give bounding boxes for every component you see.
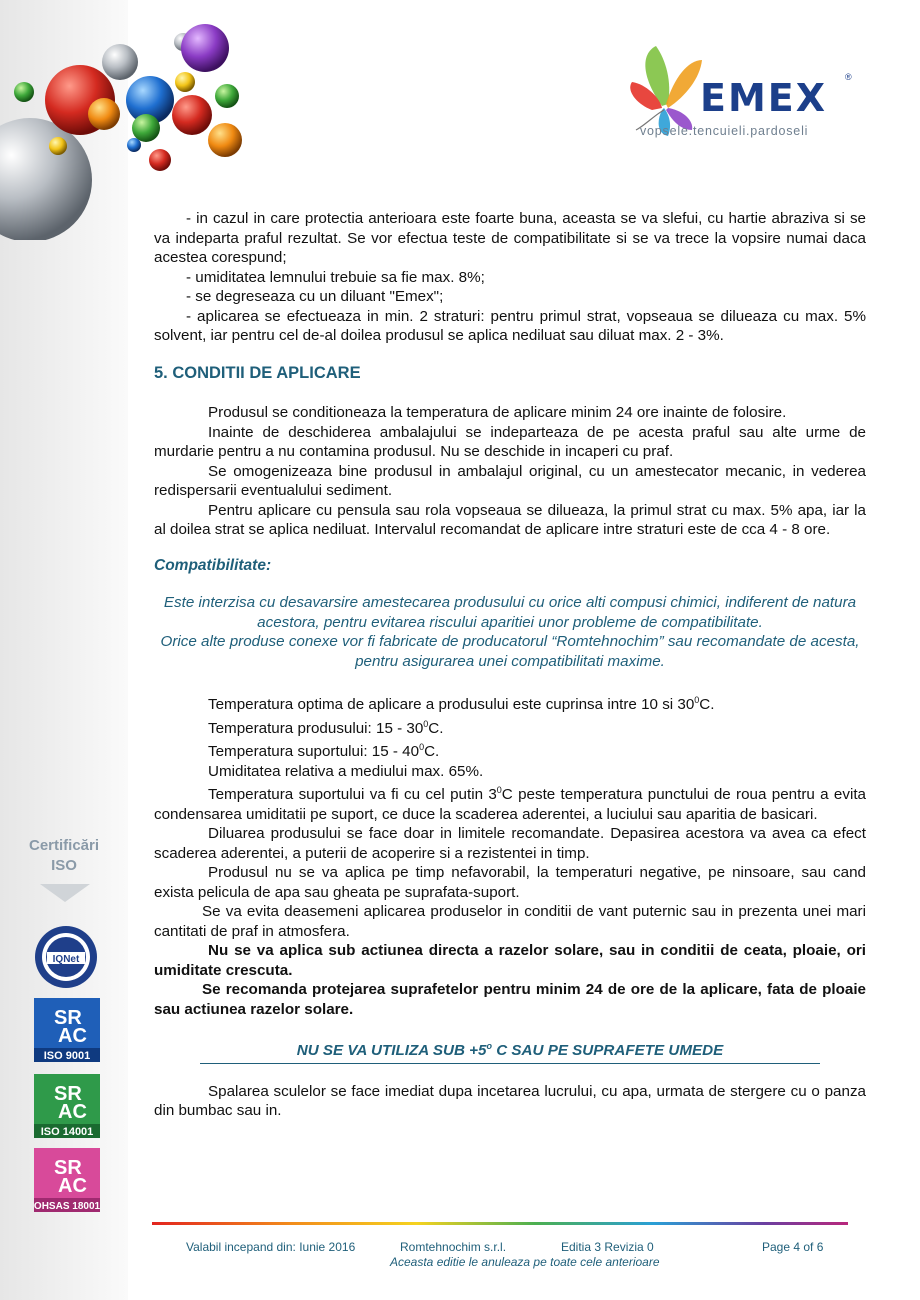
wind-paragraph: Se va evita deasemeni aplicarea produselor in conditii de vant puternic sau in prezenta unei mari cantitati de praf in atmosfera.: [154, 903, 866, 940]
humidity-paragraph: Umiditatea relativa a mediului max. 65%.: [208, 762, 484, 780]
warning-text-b: C SAU PE SUPRAFETE UMEDE: [492, 1042, 724, 1060]
application-paragraph: Produsul se conditioneaza la temperatura de aplicare minim 24 ore inainte de folosire.: [208, 404, 787, 421]
prep-item-2: - umiditatea lemnului trebuie sa fie max. 8%;: [186, 268, 485, 286]
temperature-product: [154, 715, 866, 739]
svg-text:SR: SR: [54, 1157, 82, 1179]
chevron-down-icon: [40, 884, 90, 902]
warning-text-a: NU SE VA UTILIZA SUB +5: [296, 1042, 487, 1060]
temp-optimal-text: Temperatura optima de aplicare a produsului este cuprinsa intre 10 si 30: [208, 696, 695, 714]
srac-ohsas-18001-badge: [34, 1148, 100, 1212]
svg-text:AC: AC: [58, 1175, 87, 1197]
certifications-title: [14, 836, 114, 876]
dew-point-paragraph: [154, 781, 866, 824]
srac-iso-14001-badge: [34, 1074, 100, 1138]
iqnet-badge-label: IQNet: [52, 954, 80, 965]
degree-sup: 0: [423, 718, 429, 729]
compatibility-note-line: Orice alte produse conexe vor fi fabricate de producatorul “Romtehnochim” sau recomandate de acesta, pentru asigurarea unei compatibilitati maxime.: [160, 633, 860, 670]
section-title-application-conditions: 5. CONDITII DE APLICARE: [154, 363, 361, 382]
warning-degree-sup: o: [486, 1041, 492, 1052]
brand-name: EMEX: [700, 76, 828, 120]
prep-item-3: - se degreseaza cu un diluant "Emex";: [186, 288, 444, 305]
registered-mark: ®: [845, 72, 852, 82]
svg-text:AC: AC: [58, 1101, 87, 1123]
degree-sup: 0: [419, 742, 425, 753]
compatibility-note-line: Este interzisa cu desavarsire amestecarea produsului cu orice alti compusi chimici, indiferent de natura acestora, pentru evitarea riscului aparitiei unor probleme de compatibilitate.: [163, 594, 857, 631]
document-body: [154, 209, 866, 1121]
protection-paragraph: Se recomanda protejarea suprafetelor pentru minim 24 de ore de la aplicare, fata de ploaie sau actiunea razelor solare.: [154, 981, 866, 1018]
svg-text:AC: AC: [58, 1025, 87, 1047]
dilution-paragraph: Diluarea produsului se face doar in limitele recomandate. Depasirea acestora va avea ca efect scaderea aderentei, a puterii de acoperire si a rezistentei in timp.: [154, 825, 866, 862]
brand-tagline: vopsele.tencuieli.pardoseli: [640, 124, 809, 138]
svg-text:SR: SR: [54, 1007, 82, 1029]
application-paragraph: Se omogenizeaza bine produsul in ambalajul original, cu un amestecator mecanic, in vederea redispersarii eventualului sediment.: [154, 462, 866, 499]
footer-page-number: Page 4 of 6: [762, 1240, 824, 1254]
dew-point-text-a: Temperatura suportului va fi cu cel putin 3: [208, 786, 497, 804]
certifications-title-line2: ISO: [51, 857, 77, 874]
celsius-unit: C.: [428, 719, 444, 737]
temp-product-text: Temperatura produsului: 15 - 30: [208, 719, 424, 737]
footer-edition: Editia 3 Revizia 0: [561, 1240, 654, 1254]
cleaning-paragraph: Spalarea sculelor se face imediat dupa incetarea lucrului, cu apa, urmata de stergere cu o panza din bumbac sau in.: [154, 1082, 866, 1120]
svg-text:SR: SR: [54, 1083, 82, 1105]
temperature-optimal: [154, 691, 866, 715]
srac-14001-label: ISO 14001: [40, 1126, 94, 1138]
footer-company: Romtehnochim s.r.l.: [400, 1240, 507, 1254]
celsius-unit: C.: [699, 696, 715, 714]
compatibility-title: Compatibilitate:: [154, 556, 272, 574]
srac-ohsas-label: OHSAS 18001: [34, 1201, 100, 1212]
application-paragraph: Pentru aplicare cu pensula sau rola vopseaua se dilueaza, la primul strat cu max. 5% apa, iar la al doilea strat se aplica nediluat. Intervalul recomandat de aplicare intre straturi este de cca 4 - 8 ore.: [154, 501, 866, 538]
degree-sup: 0: [694, 695, 700, 705]
prep-item-1: - in cazul in care protectia anterioara este foarte buna, aceasta se va slefui, cu hartie abraziva si se va indeparta praful rezultat. Se vor efectua teste de compatibilitate si se va trece la vopsire numai daca acestea corespund;: [154, 210, 866, 266]
temperature-support: [154, 738, 866, 762]
weather-paragraph: Produsul nu se va aplica pe timp nefavorabil, la temperaturi negative, pe ninsoare, sau cand exista pelicula de apa sau gheata pe suprafata-suport.: [154, 864, 866, 901]
celsius-unit: C.: [424, 743, 440, 761]
usage-warning: [200, 1037, 820, 1064]
temp-support-text: Temperatura suportului: 15 - 40: [208, 743, 420, 761]
certifications-title-line1: Certificări: [28, 837, 100, 854]
footer-valid-from: Valabil incepand din: Iunie 2016: [186, 1240, 356, 1254]
srac-9001-label: ISO 9001: [43, 1050, 91, 1062]
iqnet-certification-badge: [33, 924, 99, 990]
prep-item-4: - aplicarea se efectueaza in min. 2 straturi: pentru primul strat, vopseaua se dilueaza cu max. 5% solvent, iar pentru cel de-al doilea produsul se aplica nediluat sau diluat max. 2 - 3%.: [154, 307, 866, 344]
decorative-spheres-image: [0, 0, 250, 240]
footer-edition-note: Aceasta editie le anuleaza pe toate cele anterioare: [390, 1255, 660, 1269]
srac-iso-9001-badge: [34, 998, 100, 1062]
compatibility-note: [154, 593, 866, 671]
dew-point-text-b: C peste temperatura punctului de roua pentru a evita condensarea umiditatii pe suport, ce duce la scaderea aderentei, a luciului sau aparitia de basicari.: [154, 786, 866, 823]
sun-warning-paragraph: Nu se va aplica sub actiunea directa a razelor solare, sau in conditii de ceata, ploaie, ori umiditate crescuta.: [154, 942, 866, 979]
application-paragraph: Inainte de deschiderea ambalajului se indeparteaza de pe acesta praful sau alte urme de murdarie pentru a nu contamina produsul. Nu se deschide in incaperi cu praf.: [154, 423, 866, 460]
degree-sup: 0: [496, 785, 502, 796]
footer-divider: [152, 1222, 848, 1225]
